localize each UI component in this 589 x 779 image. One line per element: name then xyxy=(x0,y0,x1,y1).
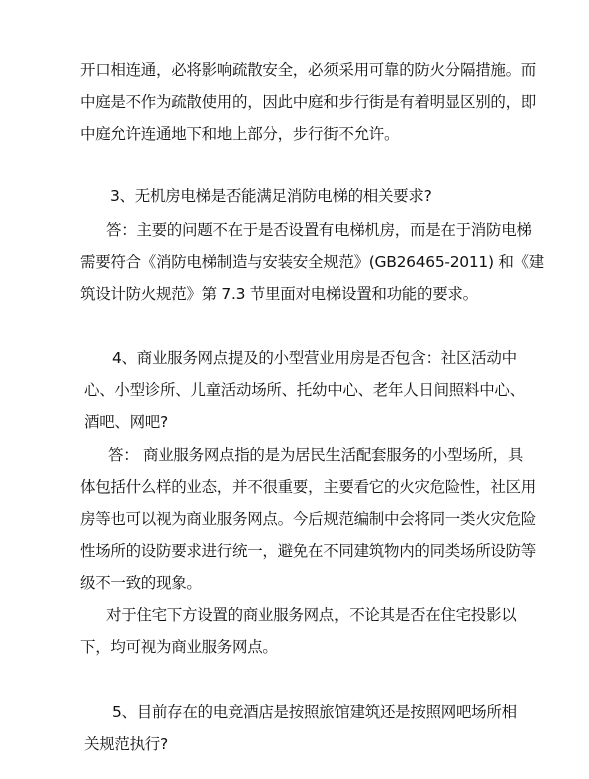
question-heading: 3、无机房电梯是否能满足消防电梯的相关要求? xyxy=(110,187,432,205)
text-line: 开口相连通，必将影响疏散安全，必须采用可靠的防火分隔措施。而 xyxy=(80,61,537,79)
text-line: 酒吧、网吧? xyxy=(84,413,168,431)
text-line: 性场所的设防要求进行统一，避免在不同建筑物内的同类场所设防等 xyxy=(80,542,537,560)
text-line: 中庭是不作为疏散使用的，因此中庭和步行街是有着明显区别的，即 xyxy=(80,93,537,111)
text-line: 体包括什么样的业态，并不很重要，主要看它的火灾危险性，社区用 xyxy=(80,478,537,496)
text-line: 下，均可视为商业服务网点。 xyxy=(80,638,278,656)
text-line: 级不一致的现象。 xyxy=(80,574,202,592)
text-line: 对于住宅下方设置的商业服务网点，不论其是否在住宅投影以 xyxy=(106,606,517,624)
text-line: 需要符合《消防电梯制造与安装安全规范》(GB26465-2011) 和《建 xyxy=(80,253,544,271)
answer-line: 答： 商业服务网点指的是为居民生活配套服务的小型场所，具 xyxy=(108,446,524,464)
answer-line: 答：主要的问题不在于是否设置有电梯机房，而是在于消防电梯 xyxy=(106,221,532,239)
text-line: 房等也可以视为商业服务网点。今后规范编制中会将同一类火灾危险 xyxy=(80,510,537,528)
text-line: 中庭允许连通地下和地上部分，步行街不允许。 xyxy=(80,125,400,143)
text-line: 关规范执行? xyxy=(84,735,168,753)
text-line: 筑设计防火规范》第 7.3 节里面对电梯设置和功能的要求。 xyxy=(80,285,478,303)
text-line: 心、小型诊所、儿童活动场所、托幼中心、老年人日间照料中心、 xyxy=(84,381,525,399)
question-heading: 4、商业服务网点提及的小型营业用房是否包含：社区活动中 xyxy=(112,349,517,367)
question-heading: 5、目前存在的电竞酒店是按照旅馆建筑还是按照网吧场所相 xyxy=(112,703,517,721)
